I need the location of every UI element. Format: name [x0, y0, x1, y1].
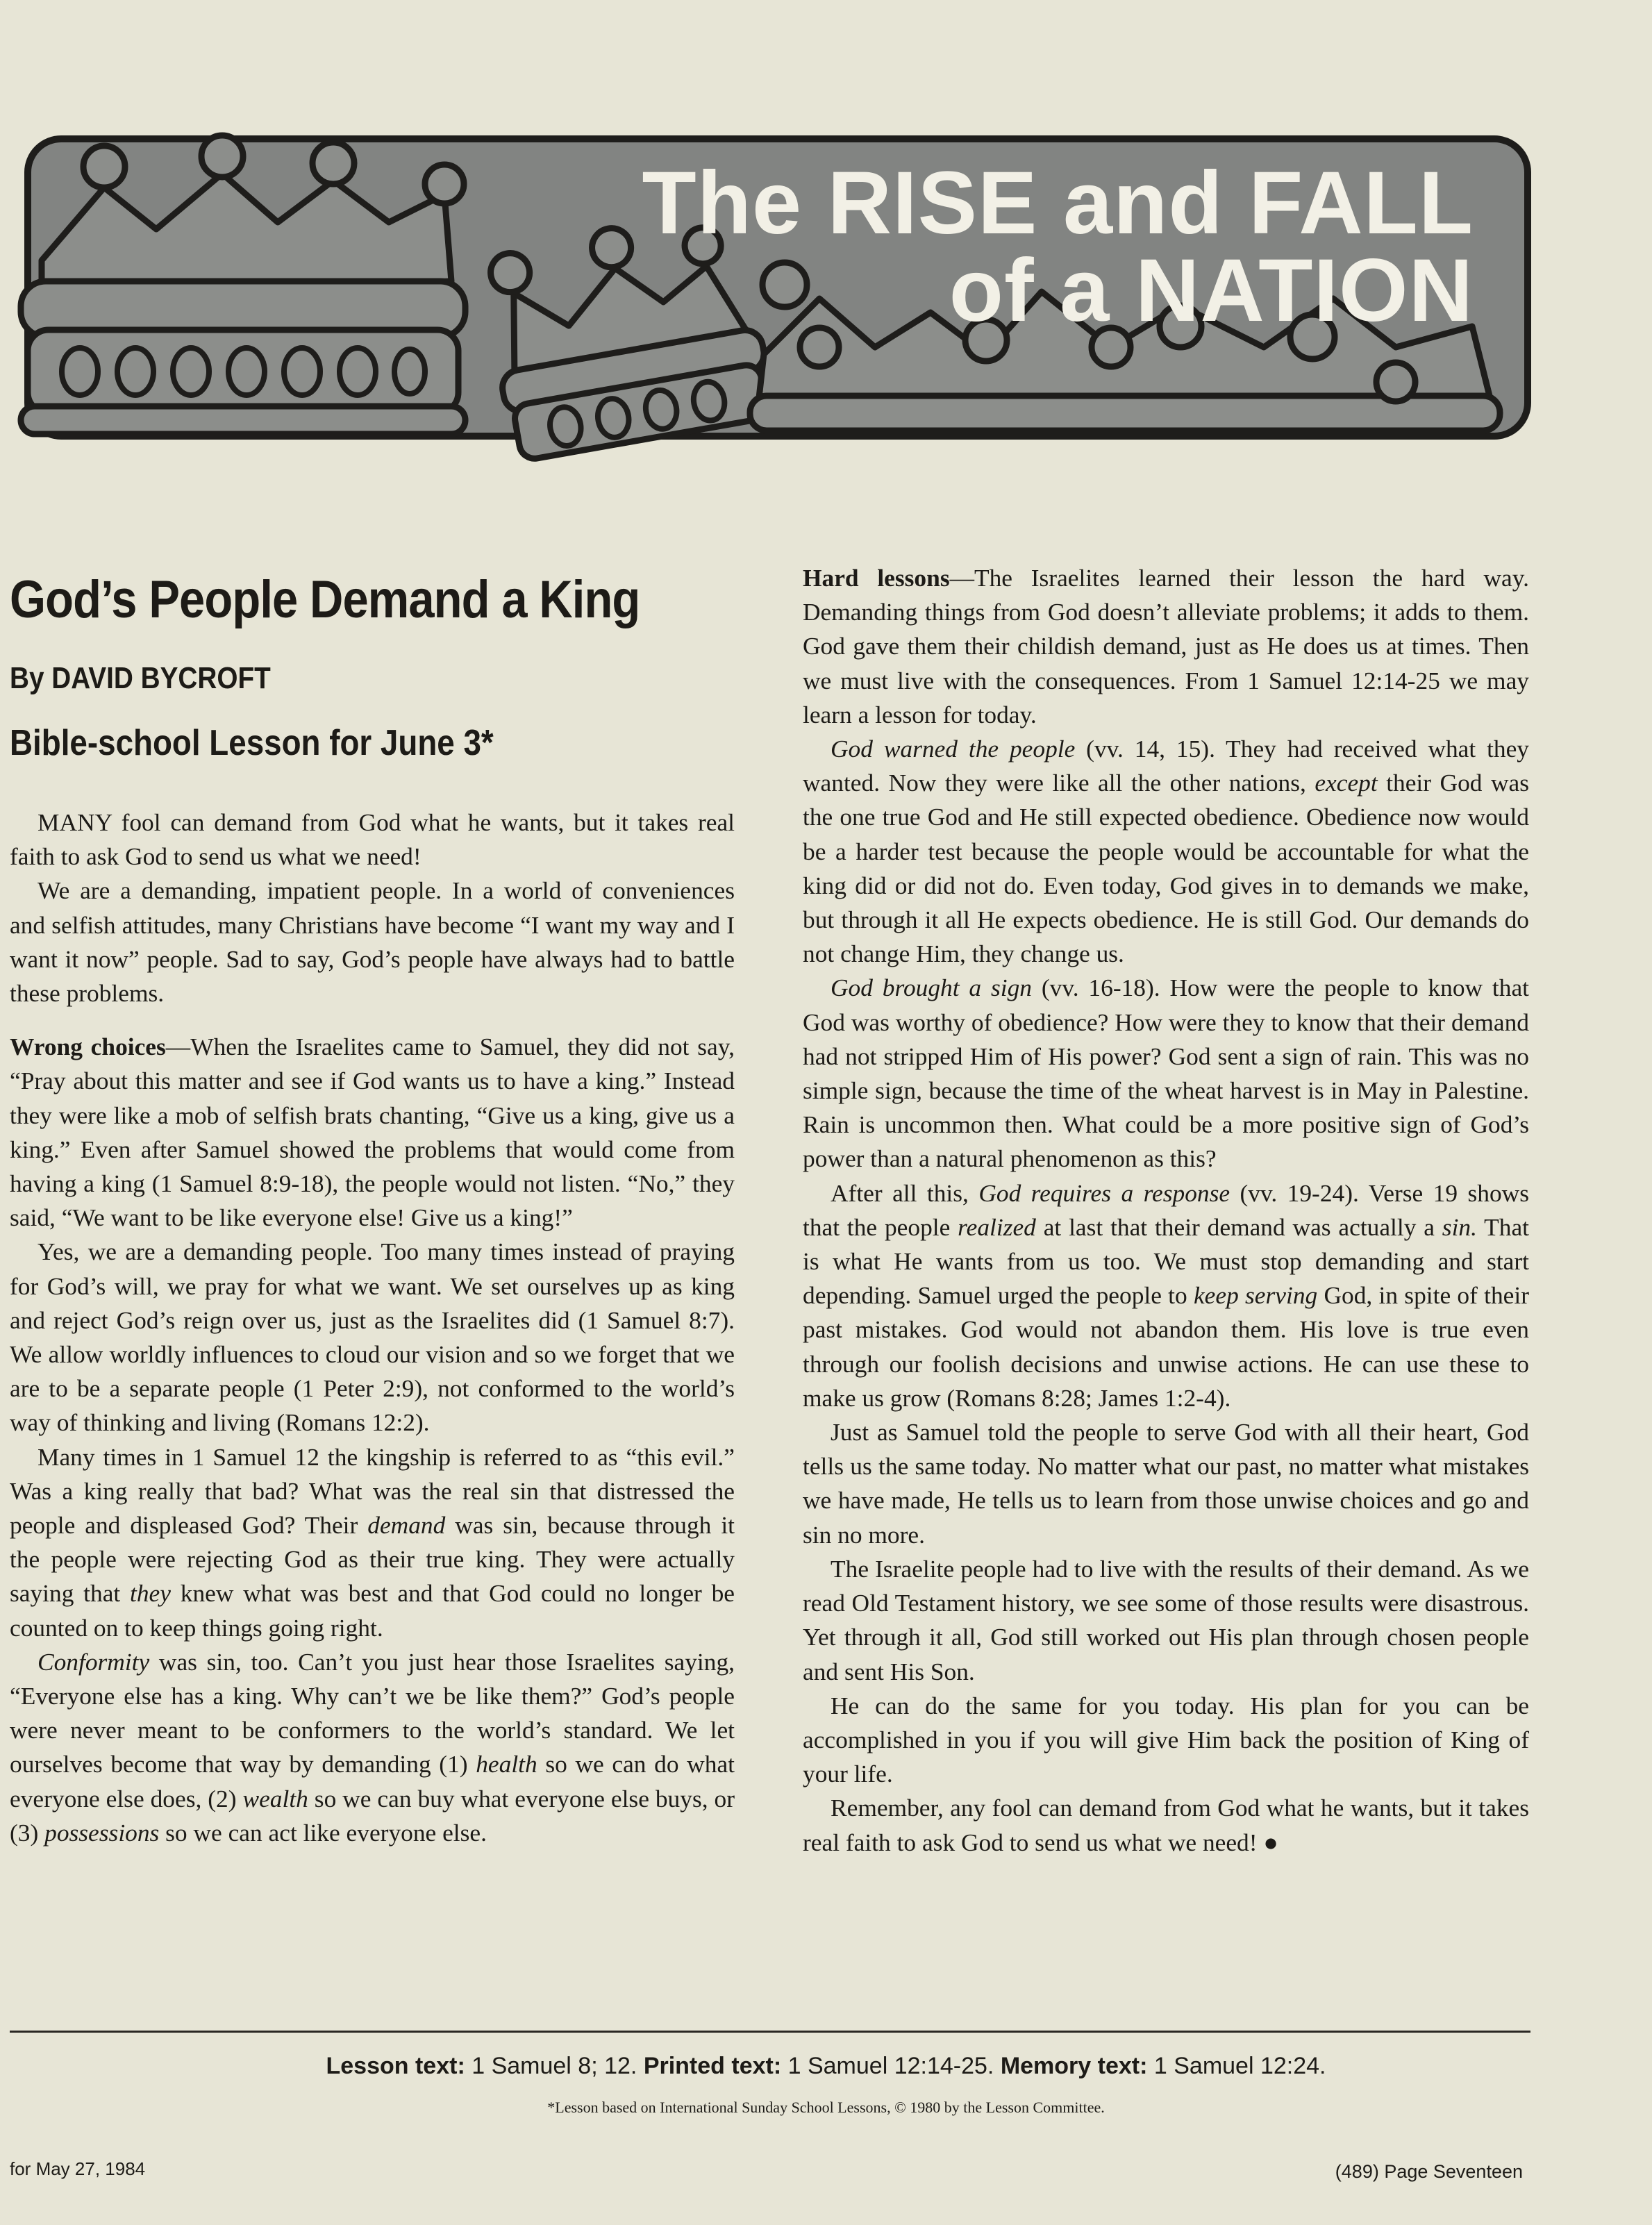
emphasis: sin. — [1442, 1212, 1477, 1241]
text-span: (vv. 16-18). How were the people to know that God was worthy of obedience? How were they to know that their demand had not stripped Him of His power? God sent a sign of rain. This was no simple sign, because the time of the wheat harvest is in May in Palestine. Rain is uncommon then. What could be a more positive sign of God’s power than a natural phenomenon as this? — [803, 974, 1530, 1173]
paragraph-conformity — [10, 1645, 735, 1850]
text-span: Many times in 1 Samuel 12 the kingship is referred to as “this evil.” Was a king really that bad? What was the real sin that distressed the people and displeased God? Their — [10, 1442, 735, 1540]
paragraph-intro: MANY fool can demand from God what he wants, but it takes real faith to ask God to send us what we need! — [10, 808, 735, 871]
lesson-footnote: *Lesson based on International Sunday School Lessons, © 1980 by the Lesson Committee. — [547, 2099, 1105, 2116]
emphasis: keep serving — [1193, 1281, 1318, 1310]
article-headline: God’s People Demand a King — [10, 570, 640, 629]
paragraph-just-as-samuel: Just as Samuel told the people to serve God with all their heart, God tells us the same today. No matter what our past, no matter what mistakes we have made, He tells us to learn from those unwise choices and go and sin no more. — [803, 1418, 1529, 1549]
emphasis: demand — [367, 1511, 446, 1540]
hard-lessons-text: —The Israelites learned their lesson the hard way. Demanding things from God doesn’t alleviate problems; it adds to them. God gave them their childish demand, just as He does us at times. Then we must live with the consequences. From 1 Samuel 12:14-25 we may learn a lesson for today. — [803, 564, 1529, 728]
emphasis: possessions — [44, 1818, 160, 1847]
emphasis: wealth — [242, 1784, 308, 1812]
paragraph-many-times — [10, 1440, 735, 1645]
footer-rule — [10, 2031, 1530, 2033]
paragraph-hard-lessons — [803, 561, 1529, 732]
emphasis: God requires a response — [978, 1178, 1230, 1207]
hard-lessons-lead: Hard lessons — [803, 564, 950, 592]
paragraph-wrong-choices — [10, 1030, 735, 1235]
paragraph-god-sign — [803, 971, 1529, 1176]
text-span: After all this, — [831, 1178, 979, 1207]
printed-text: 1 Samuel 12:14-25. — [781, 2053, 1001, 2079]
text-span: God, in spite of their past mistakes. God would not abandon them. His love is true even through our foolish decisions and unwise actions. He can use these to make us grow (Romans 8:28; James 1:2-4). — [803, 1281, 1529, 1412]
title-banner — [0, 118, 1542, 465]
text-span: at last that their demand was actually a — [1035, 1212, 1442, 1241]
printed-text-label: Printed text: — [643, 2053, 782, 2079]
emphasis: health — [476, 1750, 537, 1778]
paragraph-israelite-people: The Israelite people had to live with the results of their demand. As we read Old Testament history, we see some of those results were disastrous. Yet through it all, God still worked out His plan through chosen people and sent His Son. — [803, 1554, 1529, 1685]
emphasis: they — [130, 1579, 171, 1608]
left-column-text — [10, 806, 735, 1850]
memory-text-label: Memory text: — [1000, 2053, 1148, 2079]
scripture-references — [0, 2053, 1652, 2080]
banner-title — [642, 153, 1474, 340]
paragraph-he-can-do: He can do the same for you today. His plan for you can be accomplished in you if you will give Him back the position of King of your life. — [803, 1691, 1529, 1788]
emphasis: God warned the people — [831, 735, 1076, 763]
emphasis: Conformity — [37, 1647, 150, 1676]
paragraph-yes-demanding: Yes, we are a demanding people. Too many times instead of praying for God’s will, we pray for what we want. We set ourselves up as king and reject God’s reign over us, just as the Israelites did (1 Samuel 8:7). We allow worldly influences to cloud our vision and so we forget that we are to be a separate people (1 Peter 2:9), not conformed to the world’s way of thinking and living (Romans 12:2). — [10, 1238, 735, 1437]
article-byline: By DAVID BYCROFT — [10, 661, 271, 695]
text-span: so we can do what everyone else does, (2) — [10, 1750, 735, 1812]
emphasis: God brought a sign — [831, 974, 1032, 1002]
text-span: so we can buy what everyone else buys, or (3) — [10, 1784, 735, 1847]
issue-date: for May 27, 1984 — [10, 2158, 146, 2179]
text-span: was sin, because through it the people were rejecting God as their true king. They were actually saying that — [10, 1511, 735, 1608]
emphasis: realized — [958, 1212, 1036, 1241]
lesson-text: 1 Samuel 8; 12. — [465, 2053, 644, 2079]
memory-text: 1 Samuel 12:24. — [1147, 2053, 1326, 2079]
emphasis: except — [1315, 769, 1378, 797]
lesson-text-label: Lesson text: — [326, 2053, 465, 2079]
text-span: so we can act like everyone else. — [159, 1818, 487, 1847]
wrong-choices-lead: Wrong choices — [10, 1033, 166, 1061]
wrong-choices-text: —When the Israelites came to Samuel, they did not say, “Pray about this matter and see if God wants us to have a king.” Instead they were like a mob of selfish brats chanting, “Give us a king, give us a king.” Even after Samuel showed the problems that would come from having a king (1 Samuel 8:9-18), the people would not listen. “No,” they said, “We want to be like everyone else! Give us a king!” — [10, 1033, 735, 1232]
paragraph-demanding: We are a demanding, impatient people. In a world of conveniences and selfish attitudes, many Christians have become “I want my way and I want it now” people. Sad to say, God’s people have always had to battle these problems. — [10, 876, 735, 1008]
paragraph-god-warned — [803, 732, 1529, 971]
banner-title-line-1: The RISE and FALL — [642, 153, 1474, 253]
banner-title-line-2: of a NATION — [949, 241, 1474, 340]
text-span: their God was the one true God and He still expected obedience. Obedience now would be a harder test because the people would be accountable for what the king did or did not do. Even today, God gives in to demands we make, but through it all He expects obedience. He is still God. Our demands do not change Him, they change us. — [803, 769, 1529, 968]
right-column-text — [803, 561, 1529, 1860]
paragraph-response — [803, 1176, 1529, 1415]
paragraph-remember: Remember, any fool can demand from God what he wants, but it takes real faith to ask God to send us what we need! ● — [803, 1794, 1529, 1856]
text-span: That is what He wants from us too. We must stop demanding and start depending. Samuel urged the people to — [803, 1212, 1530, 1310]
text-span: (vv. 19-24). Verse 19 shows that the people — [803, 1178, 1529, 1241]
text-span: knew what was best and that God could no longer be counted on to keep things going right. — [10, 1579, 735, 1642]
text-span: (vv. 14, 15). They had received what they wanted. Now they were like all the other nations, — [803, 735, 1530, 797]
lesson-label: Bible-school Lesson for June 3* — [10, 723, 494, 763]
text-span: was sin, too. Can’t you just hear those Israelites saying, “Everyone else has a king. Why can’t we be like them?” God’s people were never meant to be conformers to the world’s standard. We let ourselves become that way by demanding (1) — [10, 1647, 735, 1778]
page-number: (489) Page Seventeen — [1335, 2161, 1523, 2182]
